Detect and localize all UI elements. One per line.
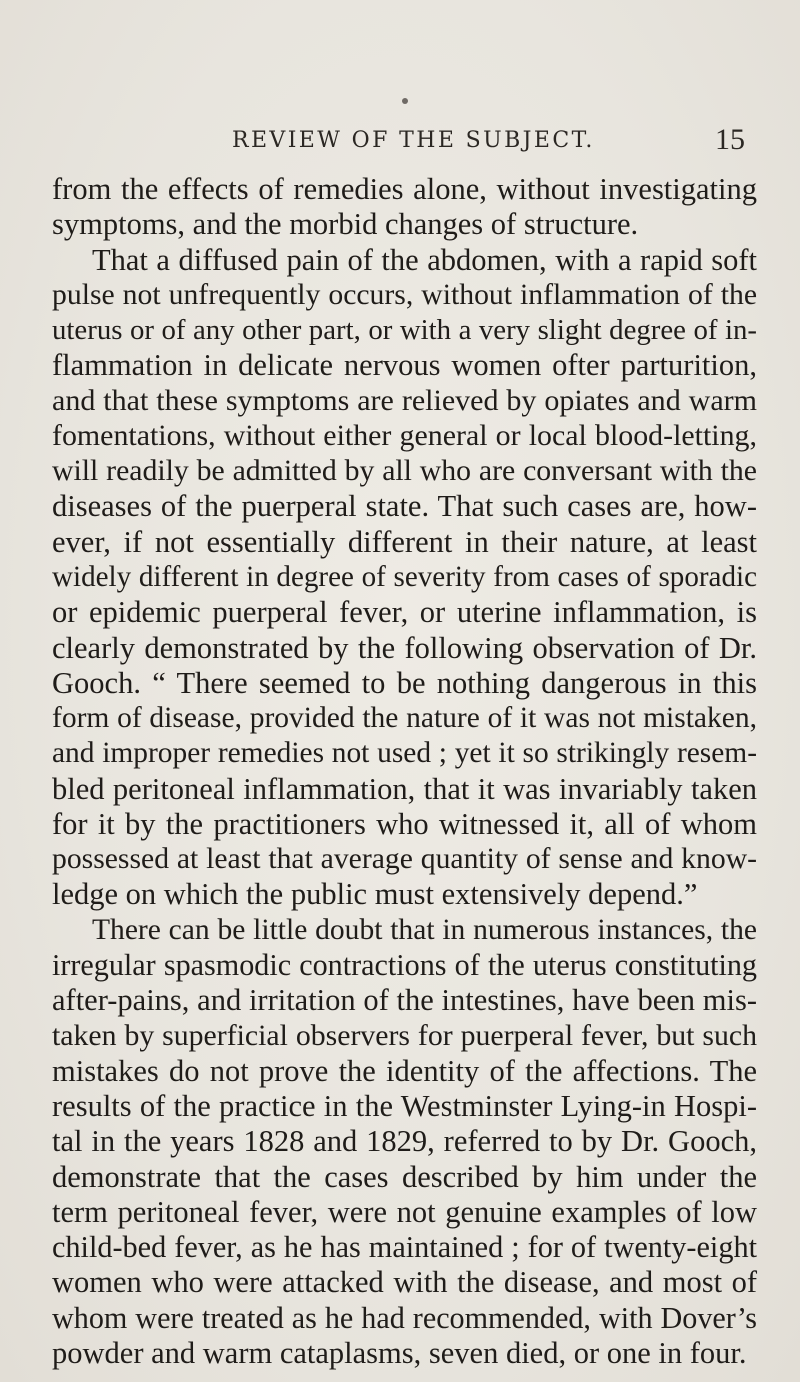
text-line: widely different in degree of severity from cases of sporadic — [52, 561, 757, 593]
text-line: child-bed fever, as he has maintained ; for of twenty-eight — [52, 1230, 757, 1265]
text-line: powder and warm cataplasms, seven died, or one in four. — [52, 1336, 747, 1370]
text-line: after-pains, and irritation of the intestines, have been mis- — [52, 983, 757, 1018]
printer-mark — [402, 98, 408, 104]
text-line: pulse not unfrequently occurs, without inflammation of the — [52, 278, 757, 311]
text-line: ledge on which the public must extensively depend.” — [52, 877, 698, 912]
text-line: from the effects of remedies alone, without investigating — [52, 172, 757, 206]
text-line: possessed at least that average quantity of sense and know- — [52, 843, 757, 876]
text-line: or epidemic puerperal fever, or uterine inflammation, is — [52, 595, 757, 630]
text-line: women who were attacked with the disease, and most of — [52, 1265, 757, 1300]
text-line: symptoms, and the morbid changes of structure. — [52, 207, 639, 242]
text-line: and that these symptoms are relieved by opiates and warm — [52, 383, 757, 417]
text-line: tal in the years 1828 and 1829, referred to by Dr. Gooch, — [52, 1124, 757, 1159]
running-head: REVIEW OF THE SUBJECT. — [232, 128, 595, 153]
text-line: clearly demonstrated by the following observation of Dr. — [52, 630, 757, 665]
text-line: term peritoneal fever, were not genuine examples of low — [52, 1194, 757, 1229]
text-line: for it by the practitioners who witnessed it, all of whom — [52, 806, 757, 841]
text-line: mistakes do not prove the identity of the affections. The — [52, 1053, 757, 1088]
text-line: uterus or of any other part, or with a very slight degree of in- — [52, 314, 757, 347]
page-number: 15 — [715, 123, 745, 156]
text-line: will readily be admitted by all who are conversant with the — [52, 454, 757, 488]
text-line: fomentations, without either general or local blood-letting, — [52, 418, 757, 452]
text-line: results of the practice in the Westminster Lying-in Hospi- — [52, 1089, 757, 1124]
text-line: demonstrate that the cases described by him under the — [52, 1159, 757, 1194]
text-line: taken by superficial observers for puerperal fever, but such — [52, 1018, 757, 1052]
text-line: bled peritoneal inflammation, that it was invariably taken — [52, 771, 757, 806]
text-line: form of disease, provided the nature of it was not mistaken, — [52, 702, 757, 735]
text-line: That a diffused pain of the abdomen, with a rapid soft — [92, 242, 757, 277]
text-line: There can be little doubt that in numerous instances, the — [92, 913, 757, 946]
text-line: and improper remedies not used ; yet it so strikingly resem- — [52, 737, 757, 770]
text-line: diseases of the puerperal state. That such cases are, how- — [52, 489, 757, 524]
text-line: flammation in delicate nervous women ofter parturition, — [52, 348, 757, 383]
text-line: ever, if not essentially different in their nature, at least — [52, 524, 757, 559]
text-line: whom were treated as he had recommended, with Dover’s — [52, 1300, 757, 1335]
text-line: irregular spasmodic contractions of the uterus constituting — [52, 948, 757, 982]
text-line: Gooch. “ There seemed to be nothing dangerous in this — [52, 665, 757, 700]
